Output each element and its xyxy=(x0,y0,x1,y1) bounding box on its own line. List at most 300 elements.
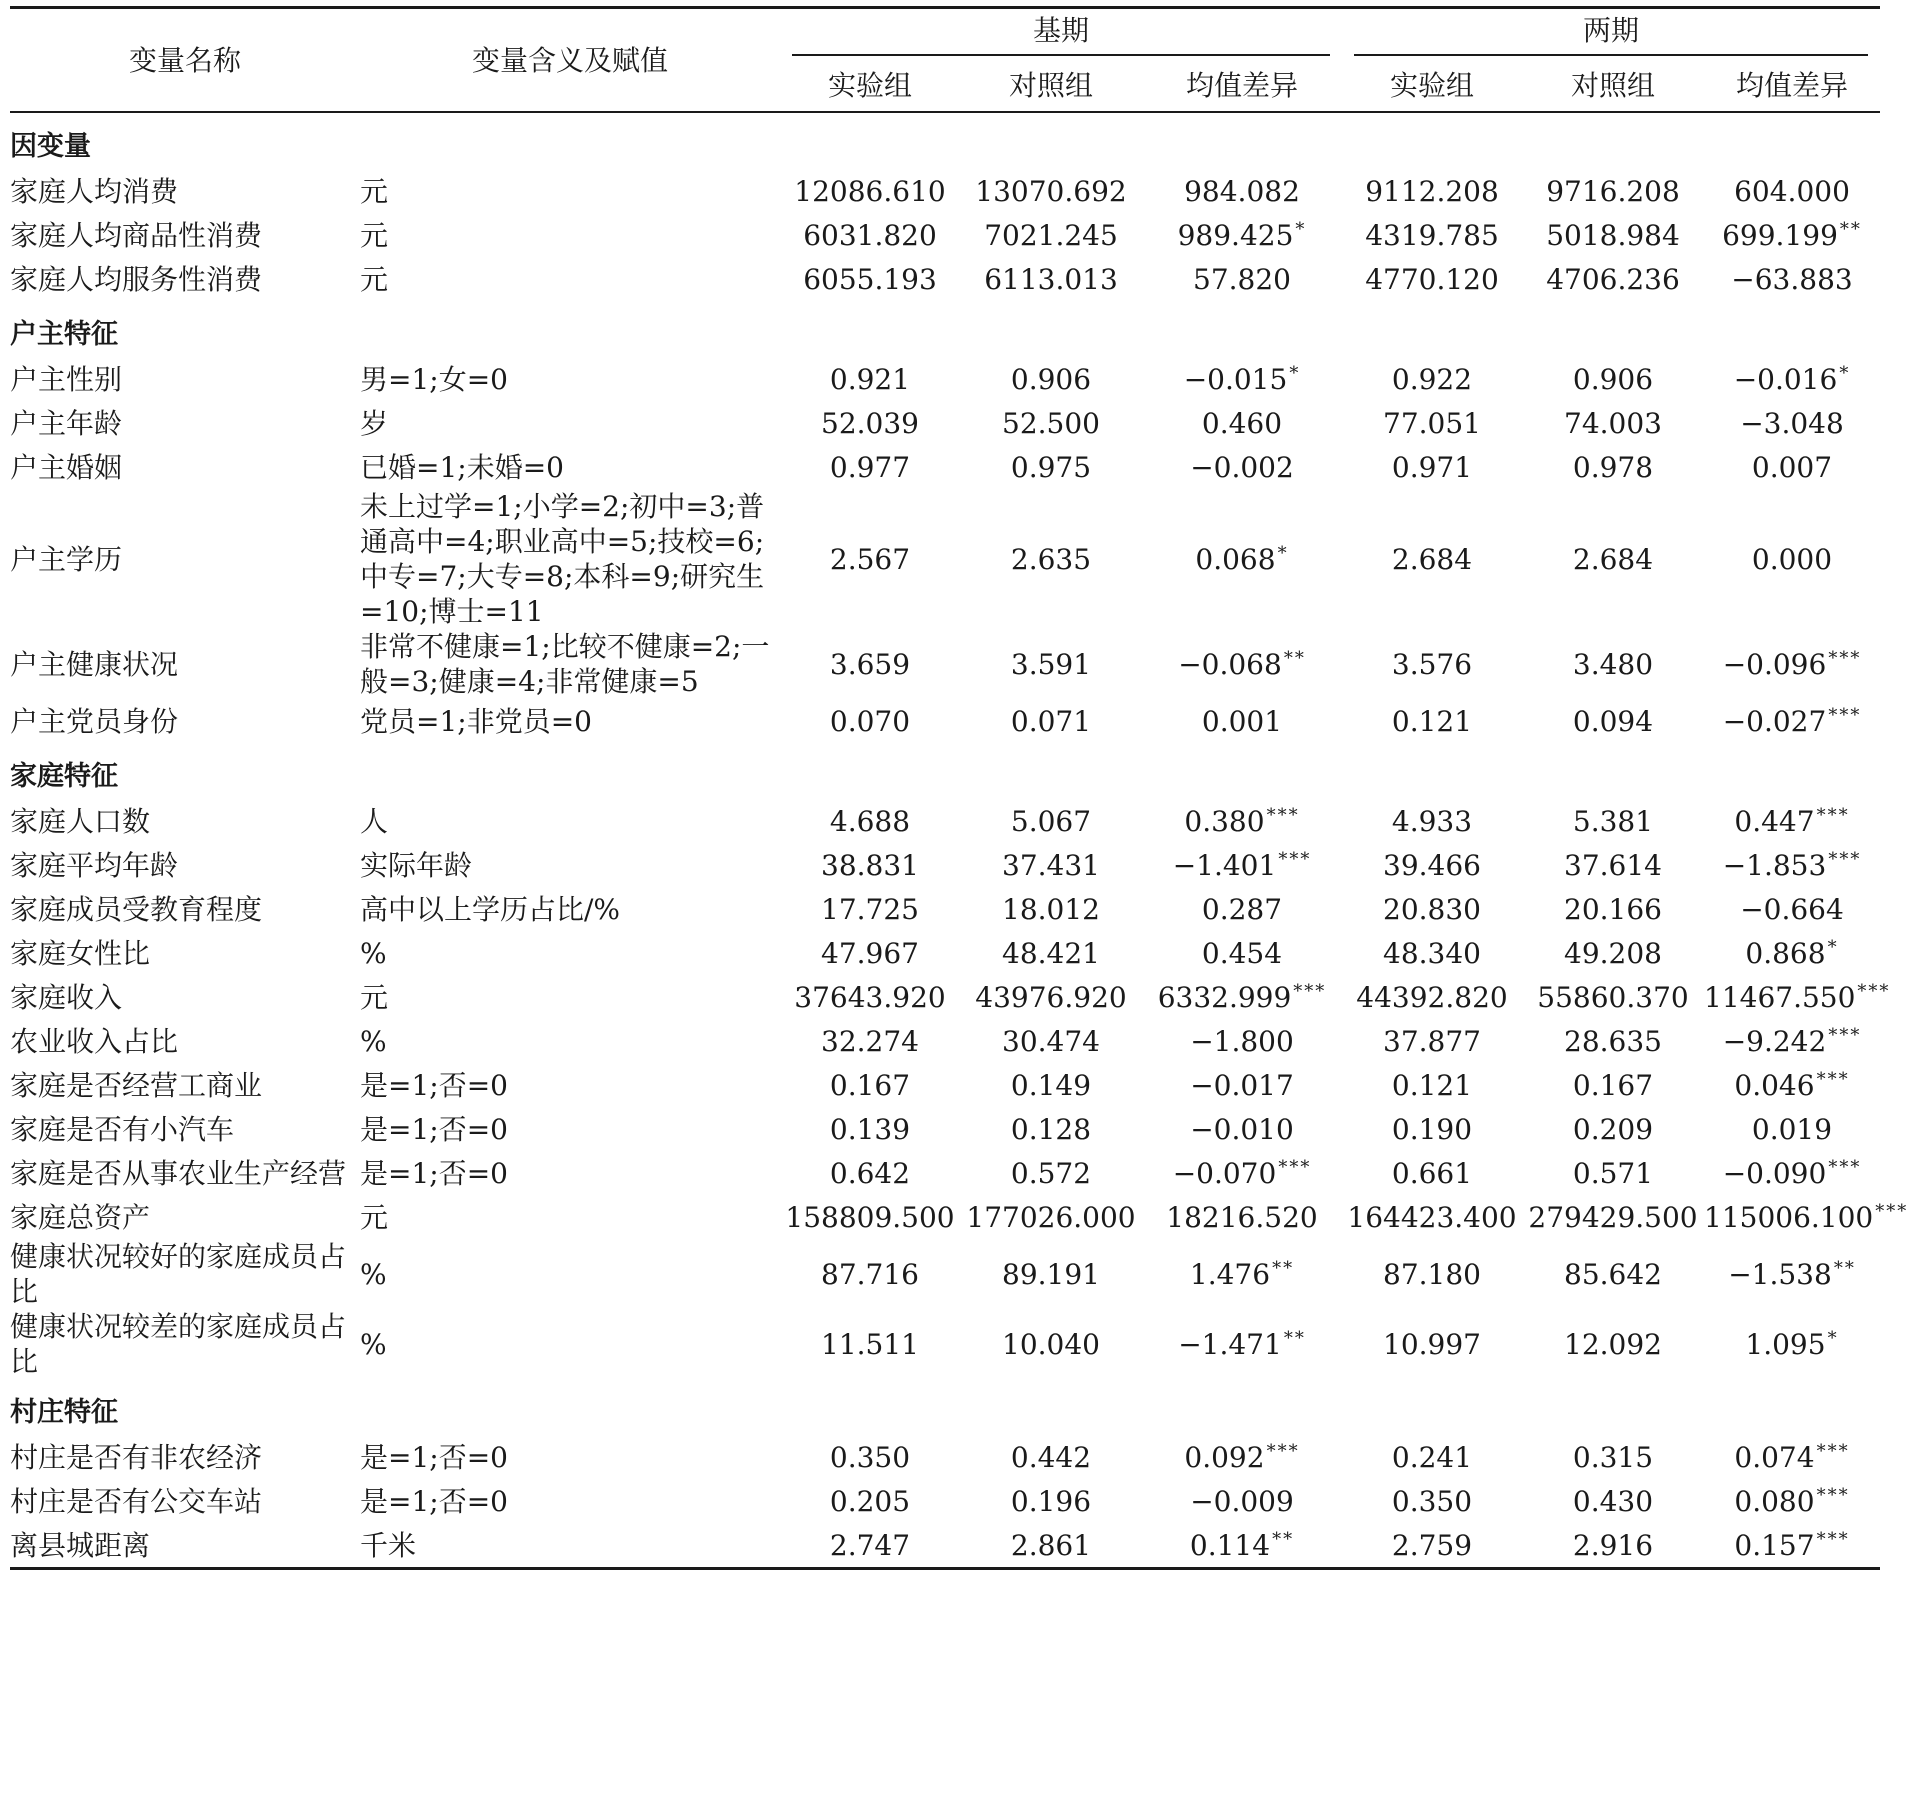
value-cell xyxy=(1142,1239,1342,1309)
value-cell xyxy=(1522,931,1704,975)
variable-meaning: 高中以上学历占比/% xyxy=(360,892,621,926)
table-row xyxy=(10,1019,1880,1063)
value-number: 0.205 xyxy=(829,1484,911,1518)
variable-name: 家庭女性比 xyxy=(10,936,151,970)
value-cell xyxy=(1342,257,1522,301)
table-row xyxy=(10,1107,1880,1151)
value-cell xyxy=(1142,975,1342,1019)
value-number: 28.635 xyxy=(1564,1024,1662,1058)
value-number: 699.199 xyxy=(1722,218,1838,252)
value-number: 0.921 xyxy=(829,362,911,396)
variable-meaning: 实际年龄 xyxy=(360,848,473,882)
value-cell xyxy=(1704,489,1880,629)
value-number: 6055.193 xyxy=(803,262,937,296)
value-cell xyxy=(960,931,1142,975)
section-row xyxy=(10,1379,1880,1435)
value-number: 37.877 xyxy=(1383,1024,1481,1058)
value-cell xyxy=(960,1195,1142,1239)
table-row xyxy=(10,1151,1880,1195)
table-row xyxy=(10,489,1880,629)
value-number: 37.431 xyxy=(1002,848,1100,882)
significance-stars: *** xyxy=(1857,980,1891,1002)
value-cell xyxy=(1522,975,1704,1019)
value-cell xyxy=(960,1019,1142,1063)
variable-name: 家庭收入 xyxy=(10,980,123,1014)
value-number: 0.094 xyxy=(1572,704,1654,738)
value-number: 4706.236 xyxy=(1546,262,1680,296)
variable-meaning: % xyxy=(360,1024,387,1058)
variable-meaning: 是=1;否=0 xyxy=(360,1484,508,1518)
value-number: 57.820 xyxy=(1193,262,1291,296)
value-number: −0.664 xyxy=(1740,892,1844,926)
value-cell xyxy=(960,169,1142,213)
value-number: 5018.984 xyxy=(1546,218,1680,252)
variable-name: 村庄是否有公交车站 xyxy=(10,1484,263,1518)
variable-meaning: 是=1;否=0 xyxy=(360,1112,508,1146)
value-cell xyxy=(780,1019,960,1063)
value-cell xyxy=(1342,887,1522,931)
value-cell xyxy=(1522,401,1704,445)
header-var-meaning: 变量含义及赋值 xyxy=(360,8,780,113)
value-number: 0.001 xyxy=(1201,704,1283,738)
value-cell xyxy=(1142,931,1342,975)
value-number: 87.716 xyxy=(821,1257,919,1291)
value-number: −0.016 xyxy=(1733,362,1838,396)
value-cell xyxy=(1142,1523,1342,1569)
significance-stars: * xyxy=(1295,218,1307,240)
variable-name: 家庭人均服务性消费 xyxy=(10,262,263,296)
table-row xyxy=(10,401,1880,445)
value-number: 0.350 xyxy=(1391,1484,1473,1518)
header-base-treatment: 实验组 xyxy=(780,59,960,112)
variable-meaning: 千米 xyxy=(360,1523,780,1569)
value-cell xyxy=(1704,1195,1908,1239)
value-number: 2.747 xyxy=(829,1528,911,1562)
header-group-two xyxy=(1342,8,1880,60)
value-number: −0.010 xyxy=(1190,1112,1294,1146)
table-row xyxy=(10,445,1880,489)
value-cell xyxy=(1342,1479,1522,1523)
value-cell xyxy=(1704,1063,1880,1107)
value-number: 2.635 xyxy=(1010,542,1092,576)
value-cell xyxy=(1704,401,1880,445)
variable-meaning: 元 xyxy=(360,174,389,208)
value-cell xyxy=(1704,629,1880,699)
significance-stars: *** xyxy=(1816,1068,1850,1090)
value-cell xyxy=(1522,887,1704,931)
value-number: 0.068 xyxy=(1195,542,1276,576)
variable-name: 家庭成员受教育程度 xyxy=(10,892,263,926)
value-number: −0.017 xyxy=(1190,1068,1294,1102)
value-number: 2.684 xyxy=(1572,542,1654,576)
variable-meaning: 元 xyxy=(360,980,389,1014)
value-number: 37.614 xyxy=(1564,848,1662,882)
value-number: 0.071 xyxy=(1010,704,1092,738)
value-number: 0.080 xyxy=(1734,1484,1815,1518)
value-number: 164423.400 xyxy=(1347,1200,1517,1234)
value-number: 1.095 xyxy=(1745,1327,1826,1361)
value-number: −0.068 xyxy=(1178,647,1282,681)
value-cell xyxy=(780,1195,960,1239)
variable-meaning: 是=1;否=0 xyxy=(360,1068,508,1102)
value-cell xyxy=(1142,699,1342,743)
value-cell xyxy=(1342,1063,1522,1107)
value-number: 18216.520 xyxy=(1166,1200,1318,1234)
header-two-control: 对照组 xyxy=(1522,59,1704,112)
variable-meaning: % xyxy=(360,1257,387,1291)
value-cell xyxy=(780,1309,960,1379)
value-number: 0.074 xyxy=(1734,1440,1815,1474)
table-row xyxy=(10,887,1880,931)
significance-stars: ** xyxy=(1272,1257,1295,1279)
significance-stars: *** xyxy=(1828,848,1862,870)
value-cell xyxy=(1342,1195,1522,1239)
value-cell xyxy=(780,699,960,743)
variable-name: 家庭人口数 xyxy=(10,804,151,838)
table-header xyxy=(10,8,1880,113)
value-number: 10.997 xyxy=(1383,1327,1481,1361)
value-number: 11467.550 xyxy=(1704,980,1856,1014)
value-number: 0.447 xyxy=(1734,804,1815,838)
value-cell xyxy=(960,1479,1142,1523)
value-cell xyxy=(1342,629,1522,699)
value-cell xyxy=(1142,843,1342,887)
value-cell xyxy=(1342,1019,1522,1063)
value-number: 13070.692 xyxy=(975,174,1127,208)
value-number: 158809.500 xyxy=(785,1200,955,1234)
value-number: 0.167 xyxy=(1572,1068,1654,1102)
variable-meaning: 元 xyxy=(360,218,389,252)
value-number: 0.128 xyxy=(1010,1112,1092,1146)
significance-stars: ** xyxy=(1839,218,1862,240)
section-row xyxy=(10,743,1880,799)
value-number: 2.759 xyxy=(1391,1528,1473,1562)
table-row xyxy=(10,1479,1880,1523)
value-number: 0.121 xyxy=(1391,704,1473,738)
variable-name: 农业收入占比 xyxy=(10,1024,179,1058)
value-number: −9.242 xyxy=(1722,1024,1827,1058)
significance-stars: *** xyxy=(1816,804,1850,826)
significance-stars: *** xyxy=(1266,804,1300,826)
variable-name: 户主婚姻 xyxy=(10,450,123,484)
header-row-1 xyxy=(10,8,1880,60)
value-number: 0.241 xyxy=(1391,1440,1473,1474)
variable-name: 户主党员身份 xyxy=(10,704,179,738)
section-title: 家庭特征 xyxy=(10,761,118,793)
value-number: 48.421 xyxy=(1002,936,1100,970)
value-cell xyxy=(960,975,1142,1019)
value-number: 77.051 xyxy=(1383,406,1481,440)
value-number: 87.180 xyxy=(1383,1257,1481,1291)
variable-meaning: 是=1;否=0 xyxy=(360,1156,508,1190)
value-cell xyxy=(780,1063,960,1107)
value-cell xyxy=(780,1151,960,1195)
value-number: 89.191 xyxy=(1002,1257,1100,1291)
value-number: 2.684 xyxy=(1391,542,1473,576)
variable-meaning: 男=1;女=0 xyxy=(360,362,508,396)
significance-stars: *** xyxy=(1828,647,1862,669)
value-number: 20.830 xyxy=(1383,892,1481,926)
variable-meaning: % xyxy=(360,1327,387,1361)
value-number: 0.430 xyxy=(1572,1484,1654,1518)
value-cell xyxy=(1522,1435,1704,1479)
value-number: 2.567 xyxy=(829,542,911,576)
table-row xyxy=(10,213,1880,257)
value-number: 9716.208 xyxy=(1546,174,1680,208)
value-cell xyxy=(1704,257,1880,301)
variable-name: 家庭是否有小汽车 xyxy=(10,1112,235,1146)
value-cell xyxy=(960,629,1142,699)
value-cell xyxy=(780,357,960,401)
value-cell xyxy=(960,887,1142,931)
value-number: 0.114 xyxy=(1189,1528,1271,1562)
value-cell xyxy=(780,629,960,699)
section-title: 户主特征 xyxy=(10,319,118,351)
value-number: 4.933 xyxy=(1391,804,1473,838)
value-number: 2.916 xyxy=(1572,1528,1654,1562)
value-number: 0.906 xyxy=(1010,362,1092,396)
variable-meaning: 是=1;否=0 xyxy=(360,1440,508,1474)
value-cell xyxy=(780,445,960,489)
value-cell xyxy=(1142,1309,1342,1379)
significance-stars: *** xyxy=(1278,848,1312,870)
header-base-diff: 均值差异 xyxy=(1142,59,1342,112)
value-cell xyxy=(1704,887,1880,931)
value-cell xyxy=(1522,1063,1704,1107)
value-cell xyxy=(780,489,960,629)
value-number: −1.800 xyxy=(1190,1024,1294,1058)
value-cell xyxy=(1522,843,1704,887)
significance-stars: ** xyxy=(1272,1528,1295,1550)
value-number: 0.922 xyxy=(1391,362,1473,396)
variable-meaning: 人 xyxy=(360,804,389,838)
value-number: 0.092 xyxy=(1184,1440,1265,1474)
value-cell xyxy=(1704,975,1891,1019)
value-number: 12086.610 xyxy=(794,174,946,208)
value-number: 0.868 xyxy=(1745,936,1826,970)
significance-stars: ** xyxy=(1283,647,1306,669)
value-cell xyxy=(1522,699,1704,743)
value-number: 44392.820 xyxy=(1356,980,1508,1014)
value-number: −0.096 xyxy=(1722,647,1827,681)
value-cell xyxy=(960,799,1142,843)
value-number: 17.725 xyxy=(821,892,919,926)
value-number: 5.067 xyxy=(1010,804,1092,838)
value-number: 0.019 xyxy=(1751,1112,1833,1146)
table-row xyxy=(10,1523,1880,1569)
header-two-diff: 均值差异 xyxy=(1704,59,1880,112)
table-row xyxy=(10,699,1880,743)
value-number: 5.381 xyxy=(1572,804,1654,838)
value-cell xyxy=(1522,169,1704,213)
significance-stars: *** xyxy=(1816,1528,1850,1550)
value-number: 3.480 xyxy=(1572,647,1654,681)
value-cell xyxy=(1704,213,1880,257)
value-cell xyxy=(780,1239,960,1309)
value-cell xyxy=(960,357,1142,401)
value-number: −0.002 xyxy=(1190,450,1294,484)
variable-meaning: 党员=1;非党员=0 xyxy=(360,704,592,738)
value-number: 39.466 xyxy=(1383,848,1481,882)
value-number: −3.048 xyxy=(1740,406,1844,440)
value-cell xyxy=(780,975,960,1019)
table-row xyxy=(10,799,1880,843)
value-cell xyxy=(1342,169,1522,213)
value-cell xyxy=(960,1435,1142,1479)
value-cell xyxy=(780,887,960,931)
value-cell xyxy=(1704,169,1880,213)
significance-stars: *** xyxy=(1816,1484,1850,1506)
value-number: 0.007 xyxy=(1751,450,1833,484)
value-cell xyxy=(960,445,1142,489)
value-cell xyxy=(780,1479,960,1523)
value-cell xyxy=(780,213,960,257)
value-number: 3.576 xyxy=(1391,647,1473,681)
value-number: 0.571 xyxy=(1572,1156,1654,1190)
value-number: 0.287 xyxy=(1201,892,1283,926)
value-cell xyxy=(1142,1435,1342,1479)
variable-meaning: 未上过学=1;小学=2;初中=3;普通高中=4;职业高中=5;技校=6;中专=7;大专=8;本科=9;研究生=10;博士=11 xyxy=(360,490,765,628)
variable-name: 家庭人均消费 xyxy=(10,174,179,208)
value-number: 52.500 xyxy=(1002,406,1100,440)
value-number: 9112.208 xyxy=(1365,174,1499,208)
value-cell xyxy=(1342,843,1522,887)
table-row xyxy=(10,975,1880,1019)
value-cell xyxy=(1142,1479,1342,1523)
header-group-base-label: 基期 xyxy=(1032,13,1089,47)
table-row xyxy=(10,843,1880,887)
value-cell xyxy=(1704,357,1880,401)
variable-meaning: 岁 xyxy=(360,406,389,440)
significance-stars: ** xyxy=(1283,1327,1306,1349)
table-row xyxy=(10,357,1880,401)
table-row xyxy=(10,1195,1880,1239)
value-number: 0.190 xyxy=(1391,1112,1473,1146)
value-cell xyxy=(960,843,1142,887)
value-number: 43976.920 xyxy=(975,980,1127,1014)
value-cell xyxy=(1522,1019,1704,1063)
value-cell xyxy=(1522,213,1704,257)
value-number: −0.015 xyxy=(1183,362,1288,396)
section-title: 村庄特征 xyxy=(10,1397,118,1429)
value-cell xyxy=(1522,489,1704,629)
value-cell xyxy=(1522,1107,1704,1151)
value-number: 37643.920 xyxy=(794,980,946,1014)
value-number: 3.591 xyxy=(1010,647,1092,681)
value-number: 0.121 xyxy=(1391,1068,1473,1102)
value-cell xyxy=(780,401,960,445)
value-cell xyxy=(1142,401,1342,445)
value-number: 4770.120 xyxy=(1365,262,1499,296)
value-number: 279429.500 xyxy=(1528,1200,1698,1234)
variable-name: 村庄是否有非农经济 xyxy=(10,1440,263,1474)
value-cell xyxy=(780,843,960,887)
value-number: 0.167 xyxy=(829,1068,911,1102)
value-cell xyxy=(960,1309,1142,1379)
header-group-two-label: 两期 xyxy=(1582,13,1639,47)
value-cell xyxy=(1342,401,1522,445)
value-cell xyxy=(1142,1151,1342,1195)
header-group-base-rule xyxy=(792,54,1330,56)
value-cell xyxy=(1342,213,1522,257)
significance-stars: * xyxy=(1839,362,1851,384)
header-two-treatment: 实验组 xyxy=(1342,59,1522,112)
value-cell xyxy=(1142,357,1342,401)
value-cell xyxy=(1704,1479,1880,1523)
value-cell xyxy=(1704,1107,1880,1151)
table-row xyxy=(10,1063,1880,1107)
variable-name: 户主学历 xyxy=(10,542,123,576)
value-number: 604.000 xyxy=(1734,174,1850,208)
value-cell xyxy=(1704,699,1880,743)
value-cell xyxy=(1522,257,1704,301)
value-number: −0.027 xyxy=(1722,704,1827,738)
significance-stars: *** xyxy=(1828,704,1862,726)
value-cell xyxy=(780,1523,960,1569)
value-cell xyxy=(1342,975,1522,1019)
table-row xyxy=(10,1435,1880,1479)
value-number: 30.474 xyxy=(1002,1024,1100,1058)
value-number: 3.659 xyxy=(829,647,911,681)
value-number: −0.009 xyxy=(1190,1484,1294,1518)
header-var-name: 变量名称 xyxy=(10,8,360,113)
variable-meaning: 元 xyxy=(360,1200,389,1234)
value-number: −0.070 xyxy=(1172,1156,1277,1190)
header-group-two-rule xyxy=(1354,54,1868,56)
value-number: 4319.785 xyxy=(1365,218,1499,252)
value-cell xyxy=(1704,1523,1880,1569)
value-cell xyxy=(1522,1151,1704,1195)
value-number: 0.642 xyxy=(829,1156,911,1190)
value-cell xyxy=(1704,1239,1880,1309)
variable-name: 家庭平均年龄 xyxy=(10,848,179,882)
value-cell xyxy=(1342,1151,1522,1195)
section-title: 因变量 xyxy=(10,131,91,163)
value-number: 20.166 xyxy=(1564,892,1662,926)
value-number: 0.380 xyxy=(1184,804,1265,838)
value-cell xyxy=(1342,1523,1522,1569)
value-number: 2.861 xyxy=(1010,1528,1092,1562)
value-cell xyxy=(1342,1239,1522,1309)
value-number: 177026.000 xyxy=(966,1200,1136,1234)
value-cell xyxy=(1342,1309,1522,1379)
value-number: 115006.100 xyxy=(1704,1200,1874,1234)
value-cell xyxy=(1342,799,1522,843)
value-cell xyxy=(1522,1523,1704,1569)
value-cell xyxy=(1142,887,1342,931)
value-number: 0.971 xyxy=(1391,450,1473,484)
value-cell xyxy=(1342,489,1522,629)
value-cell xyxy=(1522,1195,1704,1239)
value-cell xyxy=(1142,169,1342,213)
section-row xyxy=(10,301,1880,357)
value-number: 85.642 xyxy=(1564,1257,1662,1291)
value-cell xyxy=(1704,931,1880,975)
value-number: 18.012 xyxy=(1002,892,1100,926)
value-cell xyxy=(780,257,960,301)
value-number: 47.967 xyxy=(821,936,919,970)
value-number: 0.149 xyxy=(1010,1068,1092,1102)
value-number: 38.831 xyxy=(821,848,919,882)
value-number: 0.661 xyxy=(1391,1156,1473,1190)
value-cell xyxy=(1704,1151,1880,1195)
value-number: 0.572 xyxy=(1010,1156,1092,1190)
value-cell xyxy=(960,213,1142,257)
value-cell xyxy=(960,1151,1142,1195)
variable-name: 家庭总资产 xyxy=(10,1200,151,1234)
value-cell xyxy=(1142,489,1342,629)
variable-name: 家庭是否从事农业生产经营 xyxy=(10,1156,347,1190)
